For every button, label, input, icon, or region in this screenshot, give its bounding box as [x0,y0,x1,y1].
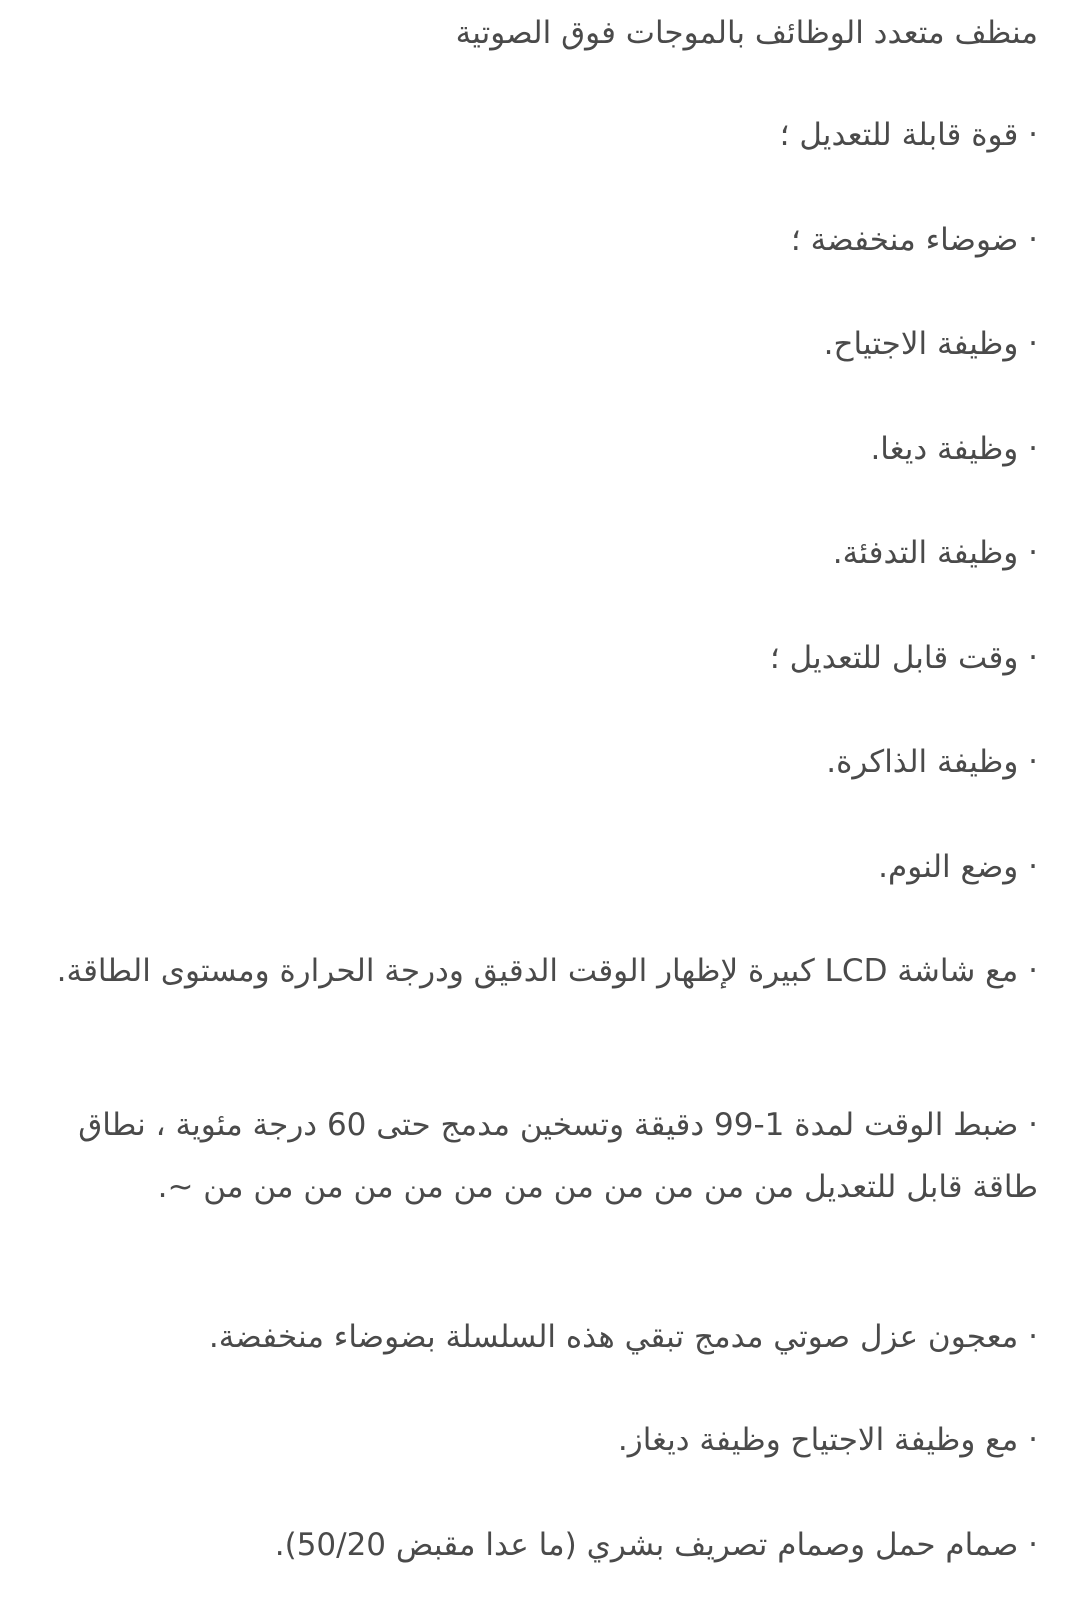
page-title: منظف متعدد الوظائف بالموجات فوق الصوتية [455,15,1038,51]
list-item: · صمام حمل وصمام تصريف بشري (ما عدا مقبض 50/20). [274,1527,1038,1563]
list-item: · ضوضاء منخفضة ؛ [790,222,1038,258]
list-item: · وظيفة الاجتياح. [823,326,1038,362]
list-item: · مع وظيفة الاجتياح وظيفة ديغاز. [617,1422,1038,1458]
list-item: · ضبط الوقت لمدة 1-99 دقيقة وتسخين مدمج حتى 60 درجة مئوية ، نطاق طاقة قابل للتعديل من من من من من من من من من من من من ~. [78,1107,1038,1205]
list-item: · مع شاشة LCD كبيرة لإظهار الوقت الدقيق ودرجة الحرارة ومستوى الطاقة. [56,953,1038,989]
list-item: · معجون عزل صوتي مدمج تبقي هذه السلسلة بضوضاء منخفضة. [208,1319,1038,1355]
list-item: · وظيفة التدفئة. [832,535,1038,571]
list-item: · وظيفة الذاكرة. [826,744,1038,780]
list-item: · قوة قابلة للتعديل ؛ [779,117,1038,153]
list-item: · وظيفة ديغا. [870,431,1038,467]
list-item: · وقت قابل للتعديل ؛ [769,640,1038,676]
list-item: · وضع النوم. [878,849,1038,885]
